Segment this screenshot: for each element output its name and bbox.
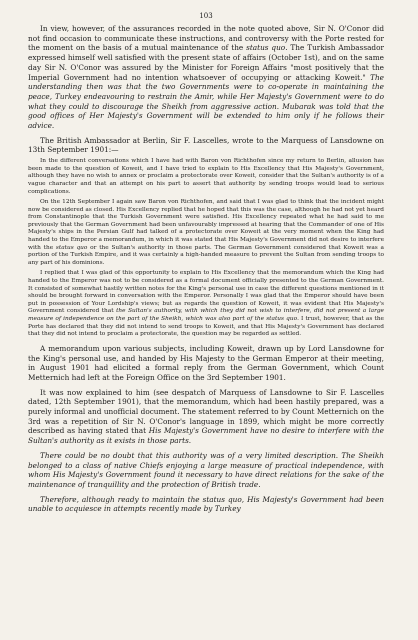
text-run: I replied that I was glad of this opportunity to explain to His Excellency that the memorandum which the King had handed to the Emperor was not to be considered as a formal document officially presented to the German Government. It consisted of somewhat hastily written notes for the King's personal use in case the different questions mentioned in it should be brought forward in conversation with the Emperor. Personally I was glad that the Emperor should have been put in possession of Your Lordship's views; but as regards the question of Koweit, it was evident that His Majesty's Government considered that xyxy=(28,270,384,315)
italic-run: The understanding then was that the two Governments were to co-operate in maintaining the peace, Turkey endeavouring to restrain the Amir, while Her Majesty's Government were to do what they could to discourage the Sheikh from aggressive action. Mubarak was told that the good offices of Her Majesty's Government will be extended to him only if he follows their advice. xyxy=(28,72,384,131)
paragraph-memorandum xyxy=(28,344,384,383)
text-run: or the Sultan's authority in those parts. The German Government considered that Koweit was a portion of the Turkish Empire, and it was certainly a high-handed measure to prevent the Sultan from sending troops to any part of his dominions. xyxy=(28,244,385,266)
paragraph-therefore xyxy=(28,495,384,514)
italic-run: the Sultan's authority, with which they did not wish to interfere, did not present a large measure of independence on the part of the Sheikh, which was also part of the status quo xyxy=(28,308,384,323)
italic-run: Therefore, although ready to maintain the status quo, His Majesty's Government had been unable to acquiesce in attempts recently made by Turkey xyxy=(28,494,384,514)
text-run: In view, however, of the assurances recorded in the note quoted above, Sir N. O'Conor did not find occasion to communicate these instructions, and controversy with the Porte rested for the moment on the basis of a mutual maintenance of the xyxy=(28,24,384,53)
quote-paragraph-richthofen xyxy=(28,158,384,196)
italic-run: His Majesty's Government have no desire to interfere with the Sultan's authority as it exists in those parts. xyxy=(28,426,384,446)
italic-run: status quo xyxy=(246,43,286,53)
page-number: 103 xyxy=(199,12,213,20)
italic-run: status quo xyxy=(55,244,88,251)
paragraph-status-quo xyxy=(28,24,384,131)
paragraph-explanation xyxy=(28,388,384,446)
text-run: In the different conversations which I have had with Baron von Richthofen since my return to Berlin, allusion has been made to the question of Koweit, and I have tried to explain to His Excellency that His Majesty's Government, although they have no wish to annex or proclaim a protectorate over Koweit, consider that the Sultan's authority is of a vague character and that an attempt on his part to assert that authority by sending troops would lead to serious complications. xyxy=(28,158,384,195)
quote-paragraph-memorandum-reply xyxy=(28,270,384,338)
text-run: . The Turkish Ambassador expressed himself well satisfied with the present state of affairs (October 1st), and on the same day Sir N. O'Conor was assured by the Minister for Foreign Affairs "most positively that the Imperial Government had no intention whatsoever of occupying or attacking Koweit." xyxy=(28,43,384,82)
text-run: The British Ambassador at Berlin, Sir F. Lascelles, wrote to the Marquess of Lansdowne on 13th September 1901:— xyxy=(28,135,384,155)
text-run: A memorandum upon various subjects, including Koweit, drawn up by Lord Lansdowne for the King's personal use, and handed by His Majesty to the German Emperor at their meeting, in August 1901 had elicited a formal reply from the German Government, which Count Metternich had left at the Foreign Office on the 3rd September 1901. xyxy=(28,343,384,382)
text-run: . I trust, however, that as the Porte has declared that they did not intend to send troops to Koweit, and that His Majesty's Government has declared that they did not intend to proclaim a protectorate, the question may be regarded as settled. xyxy=(28,316,384,338)
text-run: On the 12th September I again saw Baron von Richthofen, and said that I was glad to think that the incident might now be considered as closed. His Excellency replied that he hoped that this was the case, although he had not yet heard from Constantinople that the Turkish Government were satisfied. His Excellency repeated what he had said to me previously that the German Government had been unfavourably impressed at hearing that the Commander of one of His Majesty's ships in the Persian Gulf had talked of a protectorate over Koweit at the very moment when the King had handed to the Emperor a memorandum, in which it was stated that His Majesty's Government did not desire to interfere with the xyxy=(28,199,384,251)
quote-paragraph-12th-september xyxy=(28,199,384,267)
italic-run: There could be no doubt that this authority was of a very limited description. The Sheikh belonged to a class of native Chiefs enjoying a large measure of practical independence, with whom His Majesty's Government found it necessary to have direct relations for the sake of the maintenance of tranquillity and the protection of British trade. xyxy=(28,450,384,489)
paragraph-limited-authority xyxy=(28,451,384,490)
paragraph-lascelles-intro xyxy=(28,136,384,155)
text-run: It was now explained to him (see despatch of Marquess of Lansdowne to Sir F. Lascelles dated, 12th September 1901), that the memorandum, which had been hastily prepared, was a purely informal and unofficial document. The statement referred to by Count Metternich on the 3rd was a repetition of Sir N. O'Conor's language in 1899, which might be more correctly described as having stated that xyxy=(28,387,384,436)
